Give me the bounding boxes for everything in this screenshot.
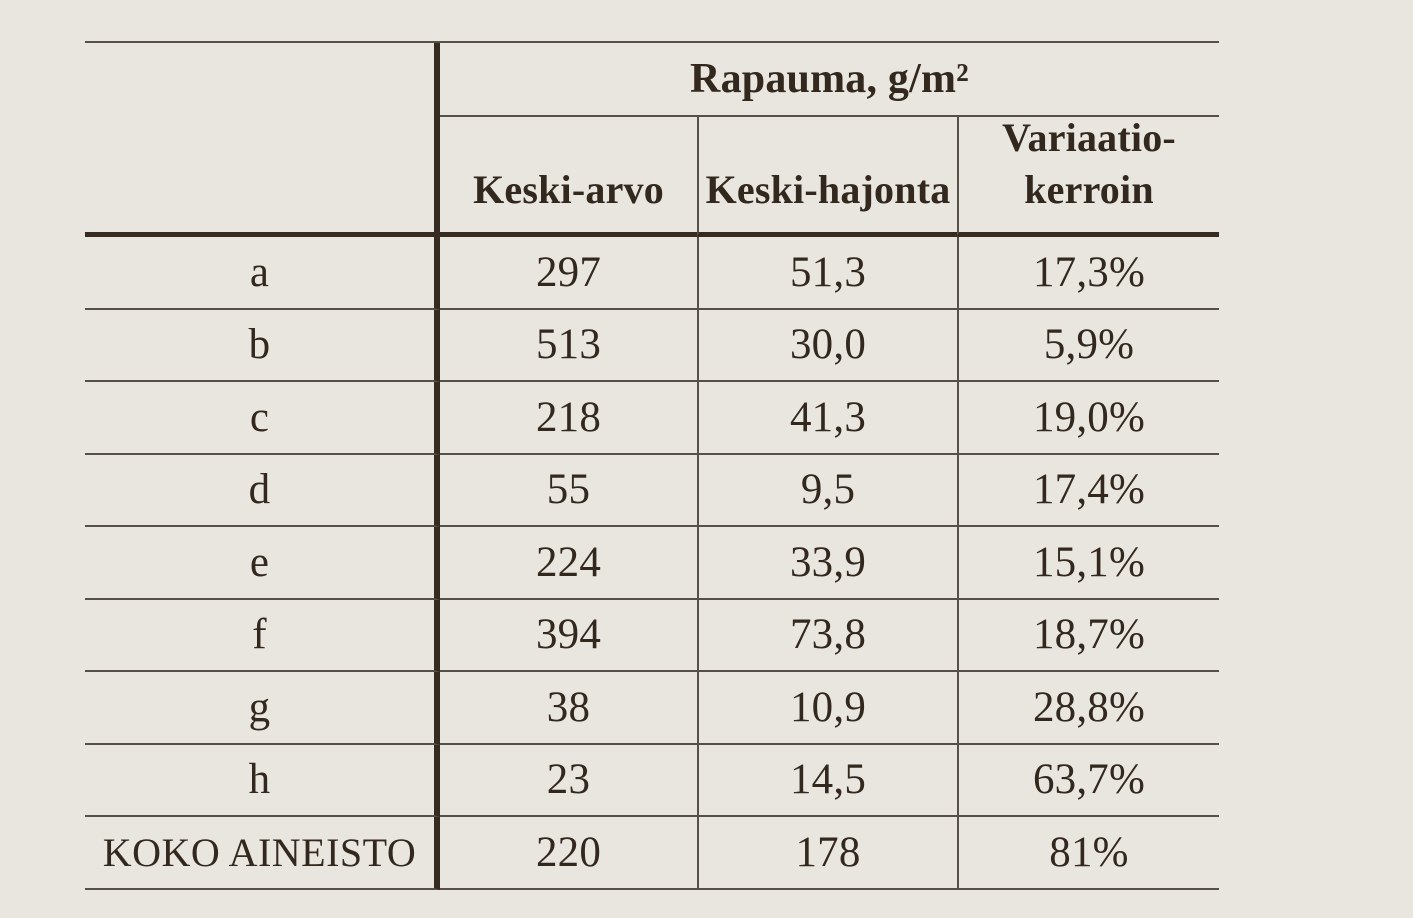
sd-value: 73,8 bbox=[697, 600, 957, 673]
cv-value: 15,1% bbox=[957, 527, 1219, 600]
column-header-keski-arvo: Keski-arvo bbox=[440, 117, 697, 237]
mean-value: 23 bbox=[440, 745, 697, 818]
mean-value: 224 bbox=[440, 527, 697, 600]
cv-value: 18,7% bbox=[957, 600, 1219, 673]
sd-value: 51,3 bbox=[697, 237, 957, 310]
sd-value: 10,9 bbox=[697, 672, 957, 745]
row-label: e bbox=[85, 527, 440, 600]
row-label-total: KOKO AINEISTO bbox=[85, 817, 440, 890]
corner-empty-cell bbox=[85, 43, 440, 117]
mean-value: 220 bbox=[440, 817, 697, 890]
row-label: a bbox=[85, 237, 440, 310]
row-label-header-empty-cell bbox=[85, 117, 440, 237]
sd-value: 30,0 bbox=[697, 310, 957, 383]
cv-value: 5,9% bbox=[957, 310, 1219, 383]
cv-value: 81% bbox=[957, 817, 1219, 890]
cv-value: 17,4% bbox=[957, 455, 1219, 528]
cv-value: 17,3% bbox=[957, 237, 1219, 310]
row-label: g bbox=[85, 672, 440, 745]
group-header-rapauma: Rapauma, g/m² bbox=[440, 43, 1219, 117]
sd-value: 178 bbox=[697, 817, 957, 890]
sd-value: 33,9 bbox=[697, 527, 957, 600]
cv-value: 28,8% bbox=[957, 672, 1219, 745]
mean-value: 297 bbox=[440, 237, 697, 310]
row-label: d bbox=[85, 455, 440, 528]
sd-value: 9,5 bbox=[697, 455, 957, 528]
column-header-variaatiokerroin bbox=[957, 117, 1219, 237]
row-label: h bbox=[85, 745, 440, 818]
mean-value: 218 bbox=[440, 382, 697, 455]
cv-value: 19,0% bbox=[957, 382, 1219, 455]
mean-value: 38 bbox=[440, 672, 697, 745]
column-header-variaatiokerroin-text: Variaatio- kerroin bbox=[1002, 115, 1176, 212]
mean-value: 513 bbox=[440, 310, 697, 383]
cv-value: 63,7% bbox=[957, 745, 1219, 818]
column-header-keski-hajonta: Keski-hajonta bbox=[697, 117, 957, 237]
row-label: f bbox=[85, 600, 440, 673]
mean-value: 394 bbox=[440, 600, 697, 673]
sd-value: 41,3 bbox=[697, 382, 957, 455]
row-label: b bbox=[85, 310, 440, 383]
row-label: c bbox=[85, 382, 440, 455]
statistics-table bbox=[85, 41, 1219, 890]
sd-value: 14,5 bbox=[697, 745, 957, 818]
mean-value: 55 bbox=[440, 455, 697, 528]
